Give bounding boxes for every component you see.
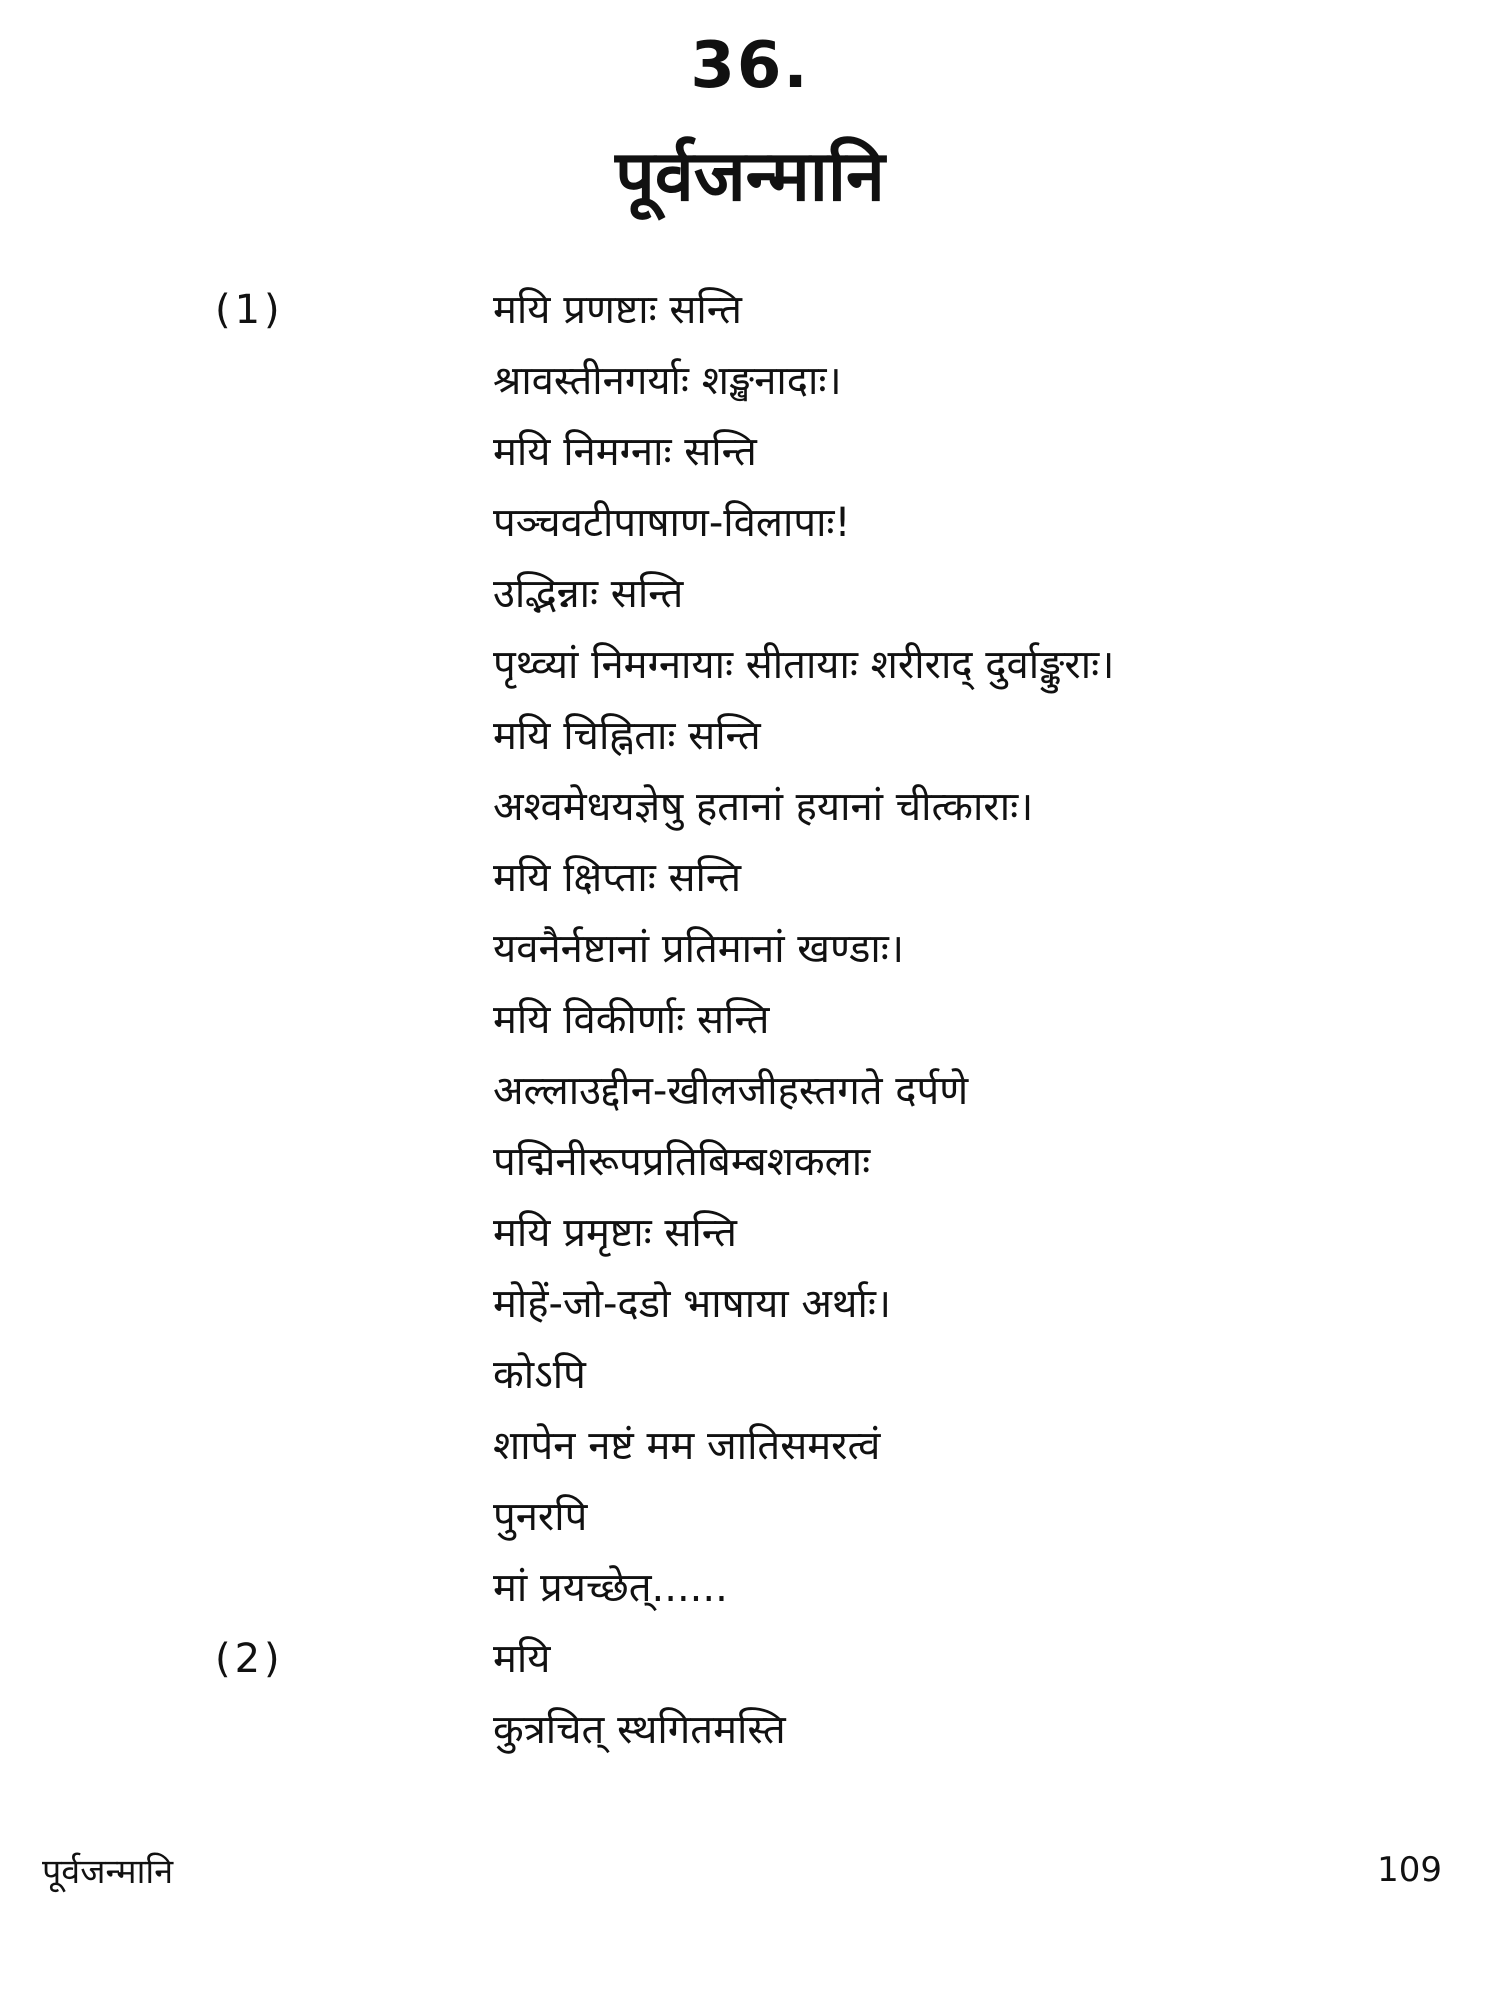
- poem-title: पूर्वजन्मानि: [615, 135, 885, 217]
- poem-number: 36.: [690, 29, 810, 103]
- verse-line: शापेन नष्टं मम जातिसमरत्वं: [493, 1423, 881, 1469]
- verse-line: मयि निमग्नाः सन्ति: [493, 429, 757, 475]
- verse-line: पृथ्व्यां निमग्नायाः सीतायाः शरीराद् दुर्वाङ्कुराः।: [493, 642, 1115, 688]
- verse-line: मां प्रयच्छेत्......: [493, 1565, 728, 1611]
- footer-title: पूर्वजन्मानि: [42, 1852, 174, 1892]
- verse-line: अल्लाउद्दीन-खीलजीहस्तगते दर्पणे: [493, 1068, 969, 1114]
- verse-line: मोहें-जो-दडो भाषाया अर्थाः।: [493, 1281, 892, 1327]
- verse-line: कोऽपि: [493, 1352, 586, 1398]
- verse-line: कुत्रचित् स्थगितमस्ति: [493, 1707, 786, 1753]
- verse-line: मयि प्रणष्टाः सन्ति: [493, 287, 742, 333]
- verse-line: उद्भिन्नाः सन्ति: [493, 571, 684, 617]
- stanza-2-marker: (2): [215, 1636, 284, 1682]
- verse-line: पञ्चवटीपाषाण-विलापाः!: [493, 500, 851, 546]
- verse-line: पद्मिनीरूपप्रतिबिम्बशकलाः: [493, 1139, 871, 1185]
- verse-line: मयि विकीर्णाः सन्ति: [493, 997, 770, 1043]
- verse-line: अश्वमेधयज्ञेषु हतानां हयानां चीत्काराः।: [493, 784, 1034, 830]
- verse-line: यवनैर्नष्टानां प्रतिमानां खण्डाः।: [493, 926, 905, 972]
- verse-line: मयि क्षिप्ताः सन्ति: [493, 855, 742, 901]
- verse-line: पुनरपि: [493, 1494, 588, 1540]
- stanza-1-marker: (1): [215, 287, 284, 333]
- verse-line: मयि प्रमृष्टाः सन्ति: [493, 1210, 737, 1256]
- verse-line: श्रावस्तीनगर्याः शङ्खनादाः।: [493, 358, 842, 404]
- verse-line: मयि चिह्निताः सन्ति: [493, 713, 761, 759]
- page-number: 109: [1377, 1850, 1442, 1890]
- verse-line: मयि: [493, 1636, 551, 1682]
